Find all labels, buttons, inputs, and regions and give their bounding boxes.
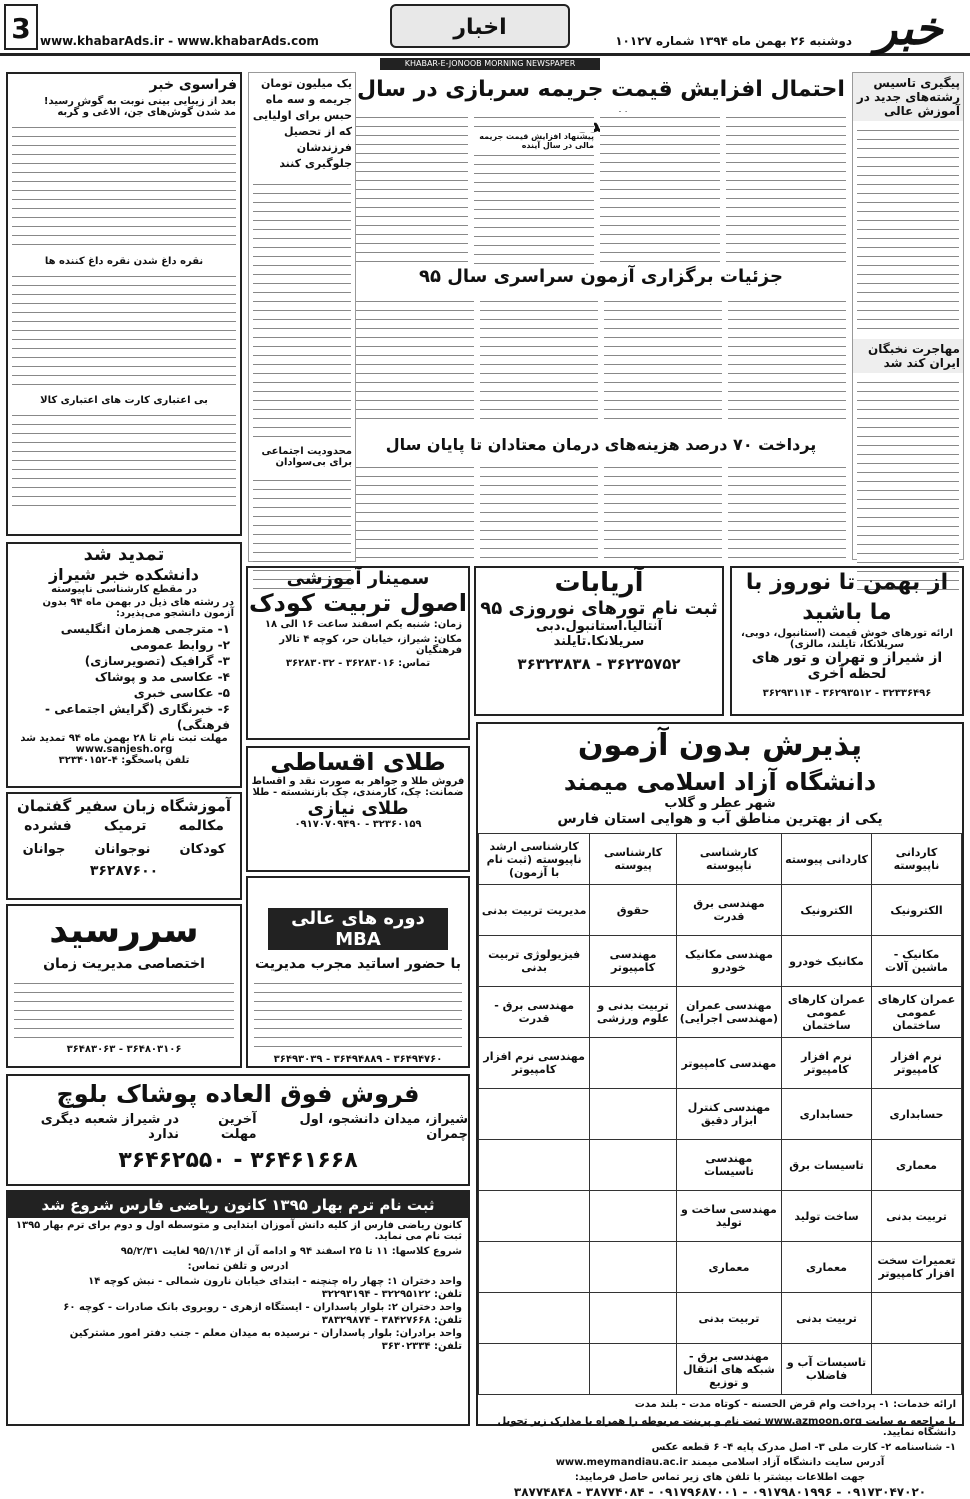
ad-math-unit3-phone: تلفن: ۳۶۳۰۲۳۳۴ <box>381 1341 462 1352</box>
field-item: ۱- مترجمی همزمان انگلیسی <box>60 622 230 636</box>
ad-seminar[interactable] <box>246 566 470 740</box>
program-cell: تربیت بدنی <box>782 1293 872 1344</box>
program-cell: معماری <box>676 1242 781 1293</box>
program-cell <box>872 1344 962 1395</box>
program-row <box>479 885 962 936</box>
program-cell <box>479 1140 590 1191</box>
ad-azad-register: با مراجعه به سایت www.azmoon.org ثبت نام و پرینت مربوطه را همراه با مدارک زیر تحویل دانشگاه نمایید. <box>497 1416 956 1438</box>
program-cell: مهندسی برق - شبکه های انتقال و توزیع <box>676 1344 781 1395</box>
ad-math-line2: شروع کلاسها: ۱۱ تا ۲۵ اسفند ۹۴ و ادامه آن از ۹۵/۱/۱۴ لغایت ۹۵/۲/۳۱ <box>120 1246 462 1257</box>
ad-seminar-name: اصول تربیت کودک <box>248 589 468 617</box>
section-title: اخبار <box>390 4 570 48</box>
ad-norooz[interactable] <box>730 566 964 716</box>
program-row <box>479 1089 962 1140</box>
english-word: مکالمه <box>178 818 224 834</box>
ad-math-unit2: واحد دختران ۲: بلوار پاسداران - ایستگاه ازهری - روبروی بانک صادرات - کوچه ۶۰ <box>63 1302 462 1313</box>
ad-baloch-addr: شیراز، میدان دانشجو، اول چمران <box>299 1112 468 1142</box>
program-cell: مهندسی تاسیسات <box>676 1140 781 1191</box>
ad-sarresid[interactable] <box>6 904 242 1068</box>
beyond-news-sub2: مد شدن گوش‌های جن، الاغی و گربه <box>57 107 236 118</box>
program-cell: معماری <box>872 1140 962 1191</box>
program-row <box>479 936 962 987</box>
masthead <box>0 0 970 56</box>
program-cell: تربیت بدنی و علوم ورزشی <box>590 987 677 1038</box>
ad-norooz-sub2: از شیراز و تهران و تور های لحظه آخری <box>751 650 943 682</box>
program-cell: تاسیسات برق <box>782 1140 872 1191</box>
ad-sarresid-sub: اختصاصی مدیریت زمان <box>43 956 205 972</box>
program-header-row <box>479 834 962 885</box>
field-item: ۶- خبرنگاری (گرایش اجتماعی - فرهنگی) <box>45 702 230 732</box>
ad-baloch[interactable] <box>6 1074 470 1186</box>
field-item: ۵- عکاسی خبری <box>133 686 230 700</box>
mid-left-column <box>248 72 356 562</box>
english-age: نوجوانان <box>94 842 151 857</box>
ad-english-words <box>8 818 240 834</box>
program-cell: عمران کارهای عمومی ساختمان <box>782 987 872 1038</box>
ad-seminar-date: زمان: شنبه یکم اسفند ساعت ۱۶ الی ۱۸ <box>264 619 462 630</box>
treatment-headline: پرداخت ۷۰ درصد هزینه‌های درمان معتادان تا پایان سال <box>385 435 817 454</box>
field-item: ۲- روابط عمومی <box>130 638 230 652</box>
side-article2-body <box>857 377 959 597</box>
ad-math-unit1-phone: تلفن: ۳۲۲۹۵۱۲۲ - ۳۲۲۹۳۱۹۴ <box>321 1289 462 1300</box>
ad-gold-title: طلای اقساطی <box>270 748 446 776</box>
ad-ariabat-cities2: سریلانکا.تایلند <box>553 634 645 649</box>
ad-khabar-uni-site[interactable]: www.sanjesh.org <box>75 744 173 755</box>
program-cell: مهندسی نرم افزار کامپیوتر <box>479 1038 590 1089</box>
ad-seminar-title: سمینار آموزشی <box>286 568 430 589</box>
ad-math-line1: کانون ریاضی فارس از کلیه دانش آموزان ابتدایی و متوسطه اول و دوم برای ترم بهار ۱۳۹۵ ثبت نام می نماید. <box>15 1220 462 1242</box>
ad-azad-contact: جهت اطلاعات بیشتر با تلفن های زیر تماس حاصل فرمایید: <box>574 1472 866 1483</box>
lead-col-2 <box>600 112 720 262</box>
mid-left-sub: محدودیت اجتماعی برای بی‌سوادان <box>261 446 352 468</box>
ad-baloch-deadline: آخرین مهلت <box>218 1112 257 1142</box>
program-cell: مدیریت تربیت بدنی <box>479 885 590 936</box>
ad-azad-phone: ۳۸۷۷۴۸۴۸ - ۳۸۷۷۴۰۸۴ - ۰۹۱۷۹۶۸۷۰۰۱ - ۰۹۱۷۹۸۰۱۹۹۶ - ۰۹۱۷۳۰۴۷۰۲۰ <box>513 1485 927 1499</box>
beyond-news-title: فراسوی خبر <box>149 77 237 93</box>
ad-mba-sub: با حضور اساتید مجرب مدیریت <box>255 956 461 972</box>
ad-seminar-place: مکان: شیراز، خیابان حر، کوچه ۴ تالار فرهنگیان <box>279 634 462 656</box>
page-number: 3 <box>4 4 38 50</box>
program-cell: مکانیک خودرو <box>782 936 872 987</box>
ad-gold-sub: فروش طلا و جواهر به صورت نقد و اقساط <box>251 776 465 787</box>
program-cell: مهندسی کامپیوتر <box>590 936 677 987</box>
treat-col-4 <box>356 462 474 562</box>
exam-col-3 <box>480 296 598 426</box>
program-cell: مهندسی کنترل ابزار دقیق <box>676 1089 781 1140</box>
program-row <box>479 1344 962 1395</box>
program-header: کاردانی ناپیوسته <box>872 834 962 885</box>
ad-seminar-phone: تماس: ۳۶۲۸۳۰۱۶ - ۳۶۲۸۳۰۳۲ <box>285 658 431 669</box>
ad-khabar-uni-fields <box>8 621 240 733</box>
ad-azad-site[interactable]: آدرس سایت دانشگاه آزاد اسلامی میمند www.meymandiau.ac.ir <box>555 1457 885 1468</box>
mid-left-title: یک میلیون تومان جریمه و سه ماه حبس برای اولیایی که از تحصیل فرزندشان جلوگیری کنند <box>252 77 352 170</box>
program-header: کاردانی پیوسته <box>782 834 872 885</box>
program-cell <box>479 1191 590 1242</box>
program-cell: مهندسی کامپیوتر <box>676 1038 781 1089</box>
ad-khabar-uni-intro: در رشته های ذیل در بهمن ماه ۹۴ بدون آزمون دانشجو می‌پذیرد: <box>42 597 234 619</box>
ad-sarresid-title: سررسید <box>49 910 199 951</box>
english-title: KHABAR-E-JONOOB MORNING NEWSPAPER <box>380 58 600 70</box>
program-table <box>478 833 962 1395</box>
ad-mba[interactable] <box>246 876 470 1068</box>
program-cell <box>872 1293 962 1344</box>
program-cell <box>590 1140 677 1191</box>
program-cell: تربیت بدنی <box>872 1191 962 1242</box>
program-row <box>479 1038 962 1089</box>
ad-azad-name: دانشگاه آزاد اسلامی میمند <box>563 768 877 796</box>
program-cell <box>479 1242 590 1293</box>
ad-baloch-title: فروش فوق العاده پوشاک بلوچ <box>56 1080 420 1108</box>
program-cell: تاسیسات آب و فاضلاب <box>782 1344 872 1395</box>
ad-norooz-sub: ارائه تورهای خوش قیمت (استانبول، دوبی، سریلانکا، تایلند، مالزی) <box>741 628 953 650</box>
ad-sarresid-phone: ۳۶۴۸۳۰۶۳ - ۳۶۴۸۰۳۱۰۶ <box>66 1044 182 1055</box>
ad-english-title: آموزشگاه زبان سفیر گفتمان <box>17 797 231 815</box>
program-cell <box>479 1344 590 1395</box>
english-word: فشرده <box>24 818 72 834</box>
ad-ariabat-cities: آنتالیا.استانبول.دبی <box>535 619 663 634</box>
exam-col-4 <box>356 296 474 426</box>
exam-col-1 <box>728 296 846 426</box>
ad-math-title: ثبت نام ترم بهار ۱۳۹۵ کانون ریاضی فارس شروع شد <box>8 1192 468 1218</box>
program-cell: فیزیولوژی تربیت بدنی <box>479 936 590 987</box>
ad-khabar-university[interactable] <box>6 542 242 788</box>
ad-azad-title: پذیرش بدون آزمون <box>577 728 863 763</box>
ad-azad-docs2: ۱- شناسنامه ۲- کارت ملی ۳- اصل مدرک پایه ۴- ۶ قطعه عکس <box>651 1442 956 1453</box>
beyond-news-sub4: بی اعتباری کارت های اعتباری کالا <box>40 395 208 406</box>
site-url[interactable]: www.khabarAds.ir - www.khabarAds.com <box>40 34 319 48</box>
program-cell <box>590 1191 677 1242</box>
program-cell: تربیت بدنی <box>676 1293 781 1344</box>
program-cell: حقوق <box>590 885 677 936</box>
program-cell: حسابداری <box>782 1089 872 1140</box>
lead-subhead: پیشنهاد افزایش قیمت جریمه مالی در سال آینده <box>479 132 594 150</box>
program-cell: الکترونیک <box>782 885 872 936</box>
program-cell: نرم افزار کامپیوتر <box>872 1038 962 1089</box>
side-column-right <box>852 72 964 560</box>
program-cell <box>590 1089 677 1140</box>
ad-khabar-uni-title: تمدید شد <box>83 544 165 565</box>
ad-math-addr-title: ادرس و تلفن تماس: <box>187 1261 289 1272</box>
ad-english-phone: ۳۶۲۸۷۶۰۰ <box>89 863 159 879</box>
ad-ariabat[interactable] <box>474 566 724 716</box>
lead-col-3 <box>474 112 594 262</box>
ad-norooz-phone: ۳۶۲۹۳۱۱۴ - ۳۶۲۹۳۵۱۲ - ۳۲۳۳۶۴۹۶ <box>762 688 932 699</box>
ad-norooz-title: از بهمن تا نوروز با ما باشید <box>745 570 949 625</box>
program-cell: مهندسی برق - قدرت <box>479 987 590 1038</box>
ad-khabar-uni-level: در مقطع کارشناسی ناپیوسته <box>51 584 197 595</box>
program-cell: معماری <box>782 1242 872 1293</box>
program-row <box>479 1191 962 1242</box>
beyond-news-sub3: نقره داغ شدن نقره داغ کننده ها <box>44 256 204 267</box>
lead-headline: احتمال افزایش قیمت جریمه سربازی در سال <box>357 77 845 102</box>
program-row <box>479 987 962 1038</box>
ad-azad-slogan: یکی از بهترین مناطق آب و هوایی استان فارس <box>557 811 883 827</box>
field-item: ۴- عکاسی مد و پوشاک <box>94 670 230 684</box>
program-cell <box>590 1293 677 1344</box>
program-cell: مهندسی مکانیک خودرو <box>676 936 781 987</box>
lead-col-4 <box>356 112 468 262</box>
ad-gold-phone: ۰۹۱۷۰۷۰۹۴۹۰ - ۳۲۳۶۰۱۵۹ <box>294 819 422 830</box>
ad-math-unit3: واحد برادران: بلوار پاسداران - نرسیده به میدان معلم - جنب دفتر امور مشترکین <box>69 1328 462 1339</box>
ad-english-ages <box>8 842 240 857</box>
program-cell: ساخت تولید <box>782 1191 872 1242</box>
issue-date: دوشنبه ۲۶ بهمن ماه ۱۳۹۴ شماره ۱۰۱۲۷ <box>615 34 852 48</box>
ad-azad-city: شهر عطر و گلاب <box>664 796 776 811</box>
ad-baloch-phone: ۳۶۴۶۲۵۵۰ - ۳۶۴۶۱۶۶۸ <box>118 1148 358 1173</box>
english-age: جوانان <box>22 842 66 857</box>
program-cell <box>590 1344 677 1395</box>
ad-ariabat-tours: ثبت نام تورهای نوروزی ۹۵ <box>480 598 718 619</box>
ad-azad-docs: ارائه خدمات: ۱- پرداخت وام قرض الحسنه - کوتاه مدت - بلند مدت <box>634 1399 956 1410</box>
ad-math-unit1: واحد دختران ۱: چهار راه چنچنه - ابتدای خیابان نارون شمالی - نبش کوچه ۱۴ <box>88 1276 462 1287</box>
treat-col-1 <box>728 462 846 562</box>
ad-khabar-uni-deadline: مهلت ثبت نام تا ۲۸ بهمن ماه ۹۴ تمدید شد <box>20 733 228 744</box>
program-cell: مهندسی ساخت و تولید <box>676 1191 781 1242</box>
ad-khabar-uni-phone: تلفن پاسخگو: ۴-۳۲۳۴۰۱۵۲ <box>58 755 190 766</box>
program-cell: الکترونیک <box>872 885 962 936</box>
ad-english-school[interactable] <box>6 792 242 900</box>
program-cell <box>590 1242 677 1293</box>
ad-azad-university[interactable] <box>476 722 964 1499</box>
exam-col-2 <box>604 296 722 426</box>
beyond-news-sub1: بعد از زیبایی بینی نوبت به گوش رسید! <box>43 96 236 107</box>
newspaper-logo: خبر <box>875 1 943 55</box>
lead-col-1 <box>726 112 846 262</box>
program-cell: مهندسی برق قدرت <box>676 885 781 936</box>
program-cell <box>479 1293 590 1344</box>
field-item: ۳- گرافیک (تصویرسازی) <box>84 654 230 668</box>
ad-math-unit2-phone: تلفن: ۳۸۴۲۷۶۶۸ - ۳۸۳۲۹۸۷۴ <box>321 1315 462 1326</box>
program-row <box>479 1242 962 1293</box>
beyond-news-box <box>6 72 242 536</box>
english-word: ترمیک <box>103 818 147 834</box>
side-article-body <box>857 125 959 335</box>
ad-gold-name: طلای نیازی <box>307 798 409 819</box>
program-header: کارشناسی ناپیوسته <box>676 834 781 885</box>
side-article-title: پیگیری تاسیس رشته‌های جدید در آموزش عالی <box>853 73 963 121</box>
treat-col-2 <box>604 462 722 562</box>
treat-col-3 <box>480 462 598 562</box>
ad-mba-phone: ۳۶۴۹۳۰۳۹ - ۳۶۴۹۴۸۸۹ - ۳۶۴۹۴۷۶۰ <box>273 1054 443 1065</box>
program-cell: مکانیک - ماشین آلات <box>872 936 962 987</box>
program-cell <box>590 1038 677 1089</box>
program-row <box>479 1140 962 1191</box>
ad-math-center[interactable] <box>6 1190 470 1426</box>
program-cell: عمران کارهای عمومی ساختمان <box>872 987 962 1038</box>
program-header: کارشناسی پیوسته <box>590 834 677 885</box>
program-cell: نرم افزار کامپیوتر <box>782 1038 872 1089</box>
ad-ariabat-phone: ۳۶۳۲۳۸۳۸ - ۳۶۲۳۵۷۵۲ <box>517 655 681 673</box>
program-cell: مهندسی عمران (مهندسی اجرایی) <box>676 987 781 1038</box>
ad-gold-guarantee: ضمانت: چک، کارمندی، چک بازنشسته - طلا <box>252 787 464 798</box>
ad-ariabat-title: آریابات <box>554 568 644 598</box>
side-article2-title: مهاجرت نخبگان ایران کند شد <box>853 339 963 373</box>
program-header: کارشناسی ارشد ناپیوسته (ثبت نام با آزمون) <box>479 834 590 885</box>
program-cell: حسابداری <box>872 1089 962 1140</box>
english-age: کودکان <box>179 842 226 857</box>
program-cell: تعمیرات سخت افزار کامپیوتر <box>872 1242 962 1293</box>
ad-baloch-tail: در شیراز شعبه دیگری ندارد <box>40 1112 180 1142</box>
exam-headline: جزئیات برگزاری آزمون سراسری سال ۹۵ <box>419 266 783 287</box>
program-row <box>479 1293 962 1344</box>
ad-baloch-info <box>8 1112 468 1142</box>
ad-mba-title: دوره های عالی MBA <box>268 908 448 950</box>
ad-khabar-uni-name: دانشکده خبر شیراز <box>48 565 200 584</box>
program-cell <box>479 1089 590 1140</box>
ad-gold[interactable] <box>246 746 470 872</box>
